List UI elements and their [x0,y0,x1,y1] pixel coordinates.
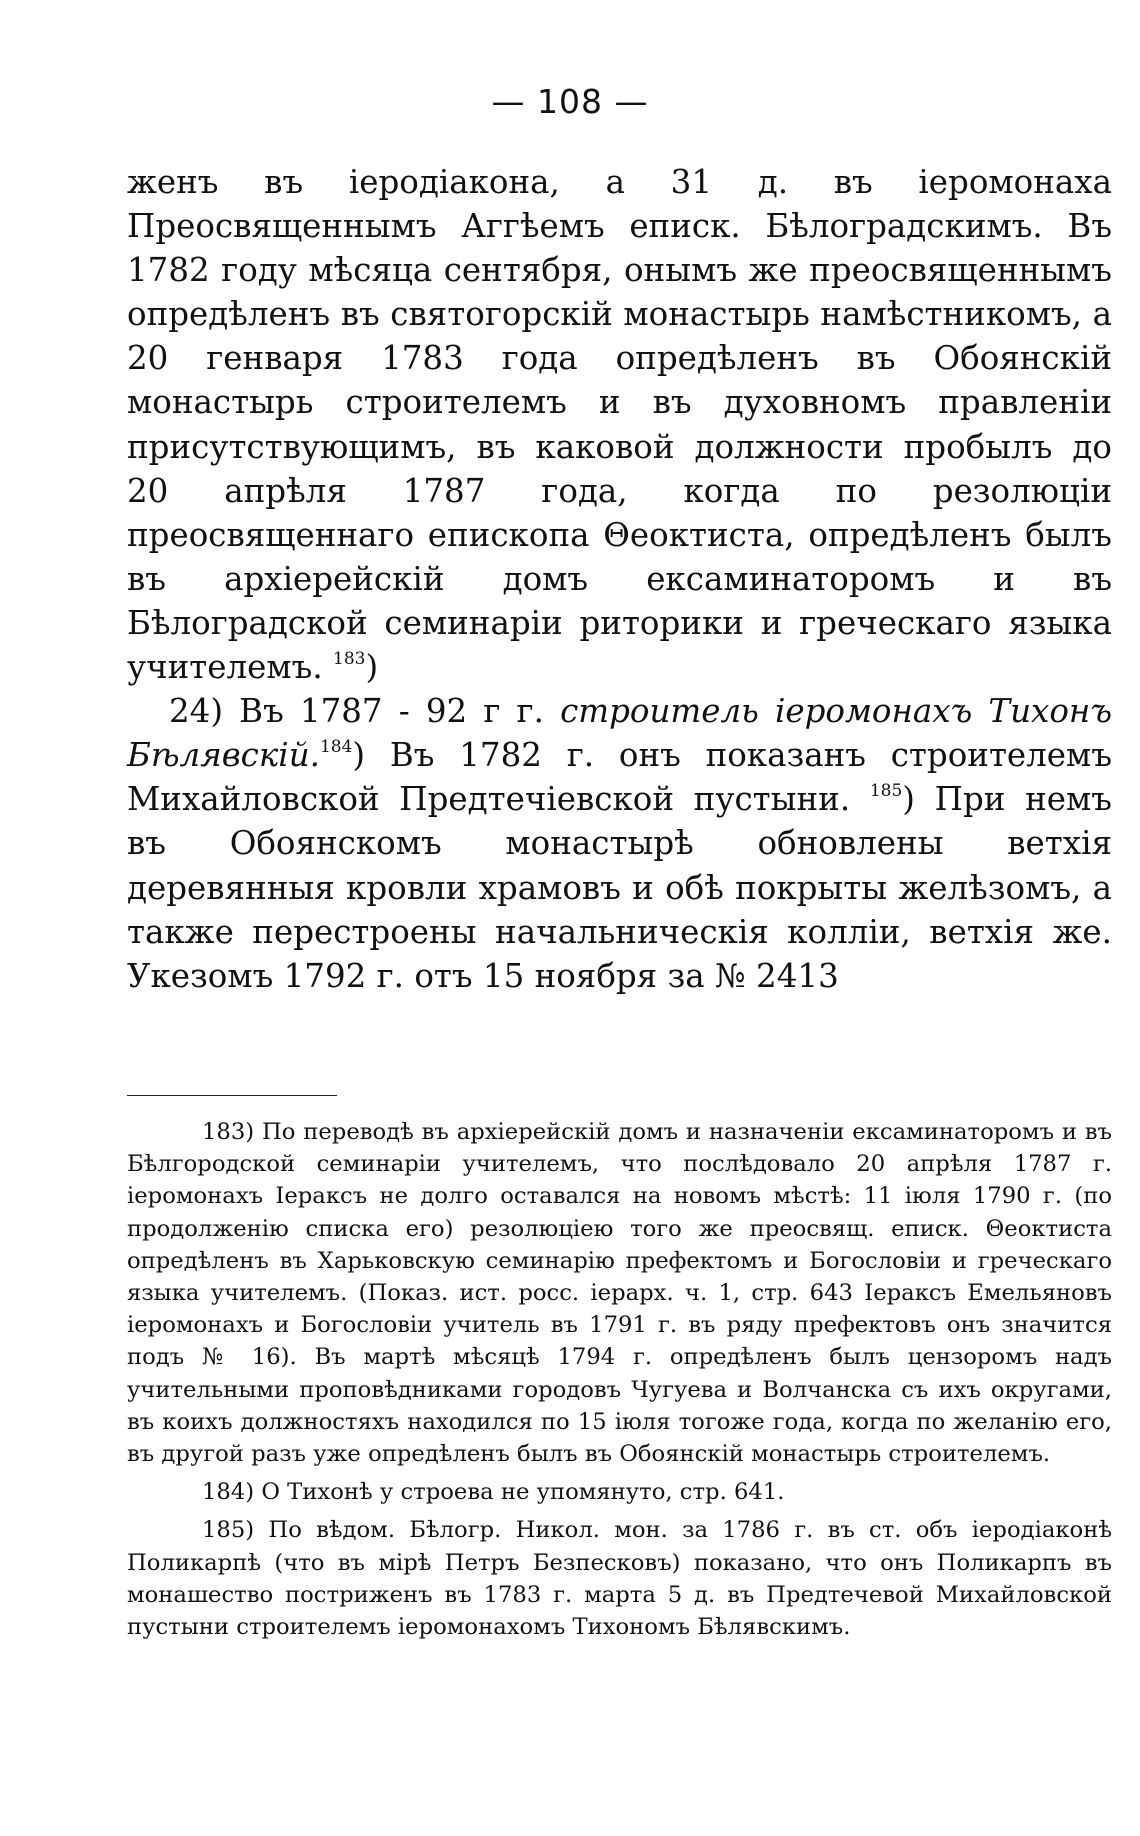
item-lead: 24) Въ 1787 - 92 г г. [169,692,544,731]
page-number: — 108 — [491,82,649,121]
paragraph-text: женъ въ іеродіакона, а 31 д. въ іеромонаха Преосвященнымъ Аггѣемъ еписк. Бѣлоградскимъ. Въ 1782 году мѣсяца сентября, онымъ же преосвященнымъ опредѣленъ въ святогорскій монастырь намѣстникомъ, а 20 генваря 1783 года опредѣленъ въ Обоянскій монастырь строителемъ и въ духовномъ правленіи присутствующимъ, въ каковой должности пробылъ до 20 апрѣля 1787 года, когда по резолюціи преосвященнаго епископа Θеоктиста, опредѣленъ былъ въ архіерейскій домъ ексаминаторомъ и въ Бѣлоградской семинаріи риторики и греческаго языка учителемъ. [127,163,1112,687]
footnote-separator [127,1095,337,1096]
footnote-183: 183) По переводѣ въ архіерейскій домъ и назначеніи ексаминаторомъ и въ Бѣлгородской семинаріи учителемъ, что послѣдовало 20 апрѣля 1787 г. іеромонахъ Іераксъ не долго оставался на новомъ мѣстѣ: 11 іюля 1790 г. (по продолженію списка его) резолюціею того же преосвящ. еписк. Θеоктиста опредѣленъ въ Харьковскую семинарію префектомъ и Богословіи и греческаго языка учителемъ. (Показ. ист. росс. іерарх. ч. 1, стр. 643 Іераксъ Емельяновъ іеромонахъ и Богословіи учитель въ 1791 г. въ ряду префектовъ онъ значится подъ № 16). Въ мартѣ мѣсяцѣ 1794 г. опредѣленъ былъ цензоромъ надъ учительными проповѣдниками городовъ Чугуева и Волчанска съ ихъ округами, въ коихъ должностяхъ находился по 15 іюля тогоже года, когда по желанію его, въ другой разъ уже опредѣленъ былъ въ Обоянскій монастырь строителемъ. [127,1119,1112,1468]
footnote-ref-184: 184 [319,737,353,758]
paragraph-continuation: женъ въ іеродіакона, а 31 д. въ іеромонаха Преосвященнымъ Аггѣемъ еписк. Бѣлоградскимъ. Въ 1782 году мѣсяца сентября, онымъ же преосвященнымъ опредѣленъ въ святогорскій монастырь намѣстникомъ, а 20 генваря 1783 года опредѣленъ въ Обоянскій монастырь строителемъ и въ духовномъ правленіи присутствующимъ, въ каковой должности пробылъ до 20 апрѣля 1787 года, когда по резолюціи преосвященнаго епископа Θеоктиста, опредѣленъ былъ въ архіерейскій домъ ексаминаторомъ и въ Бѣлоградской семинаріи риторики и греческаго языка учителемъ. $^{183}$) [127,163,1112,687]
paragraph-item-24: 24) Въ 1787 - 92 г г. строитель іеромонахъ Тихонъ Бѣлявскій.$^{184}$) Въ 1782 г. онъ показанъ строителемъ Михайловской Предтечіевской пустыни. $^{185}$) При немъ въ Обоянскомъ монастырѣ обновлены ветхія деревянныя кровли храмовъ и обѣ покрыты желѣзомъ, а также перестроены начальническія колліи, ветхія же. Укезомъ 1792 г. отъ 15 ноября за № 2413 [127,692,1112,995]
footnote-184: 184) О Тихонѣ у строева не упомянуто, стр. 641. [202,1479,785,1506]
footnote-ref-185: 185 [869,781,903,802]
footnote-ref-183: 183 [333,649,366,670]
footnotes [127,1116,1112,1649]
footnote-185: 185) По вѣдом. Бѣлогр. Никол. мон. за 1786 г. въ ст. объ іеродіаконѣ Поликарпѣ (что въ мірѣ Петръ Безпесковъ) показано, что онъ Поликарпъ въ монашество постриженъ въ 1783 г. марта 5 д. въ Предтечевой Михайловской пустыни строителемъ іеромонахомъ Тихономъ Бѣлявскимъ. [127,1517,1112,1641]
item-text: Въ 1782 г. онъ показанъ строителемъ Михайловской Предтечіевской пустыни. [127,736,1112,819]
main-text [127,160,1112,998]
italic-name: строитель іеромонахъ Тихонъ Бѣлявскій. [127,692,1112,775]
item-text-tail: При немъ въ Обоянскомъ монастырѣ обновлены ветхія деревянныя кровли храмовъ и обѣ покрыты желѣзомъ, а также перестроены начальническія колліи, ветхія же. Укезомъ 1792 г. отъ 15 ноября за № 2413 [127,780,1112,995]
